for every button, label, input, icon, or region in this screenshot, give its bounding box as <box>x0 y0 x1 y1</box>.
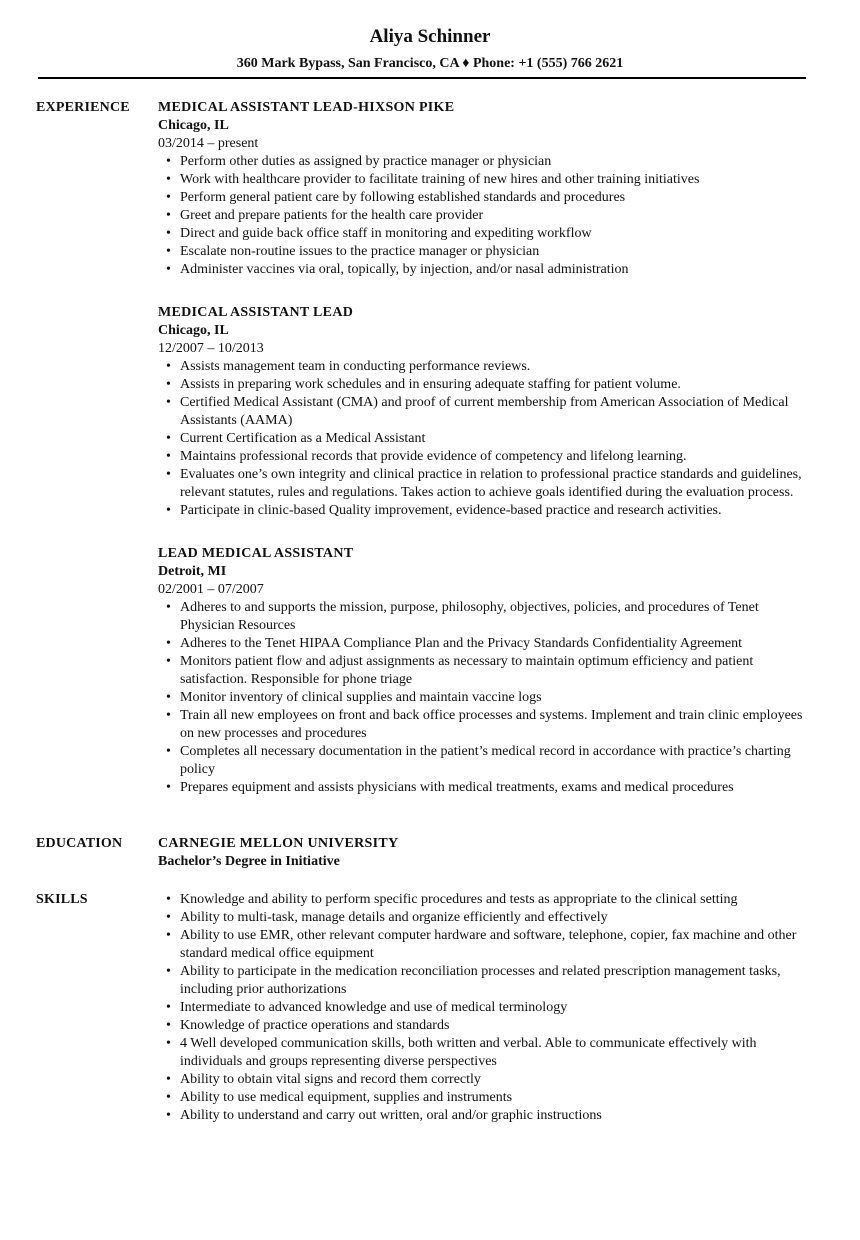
skill-item: • Ability to obtain vital signs and record them correctly <box>180 1071 806 1089</box>
resume-header <box>0 24 860 73</box>
job-title: MEDICAL ASSISTANT LEAD <box>158 305 354 320</box>
skills-list-wrap <box>158 891 806 1125</box>
degree-name: Bachelor’s Degree in Initiative <box>158 854 340 869</box>
skill-item: • Ability to use medical equipment, supplies and instruments <box>180 1089 806 1107</box>
duty-item: • Prepares equipment and assists physicians with medical treatments, exams and medical procedures <box>180 779 806 797</box>
candidate-name: Aliya Schinner <box>369 26 491 47</box>
section-heading-skills: SKILLS <box>36 892 88 907</box>
contact-line: 360 Mark Bypass, San Francisco, CA ♦ Phone: +1 (555) 766 2621 <box>236 56 624 71</box>
job-dates: 12/2007 – 10/2013 <box>158 341 264 356</box>
duty-item: • Monitor inventory of clinical supplies and maintain vaccine logs <box>180 689 806 707</box>
job-duties <box>158 599 806 797</box>
duty-item: • Participate in clinic-based Quality improvement, evidence-based practice and research activities. <box>180 502 806 520</box>
job-entry <box>158 304 806 520</box>
job-duties <box>158 358 806 520</box>
duty-item: • Adheres to the Tenet HIPAA Compliance Plan and the Privacy Standards Confidentiality Agreement <box>180 635 806 653</box>
section-heading-experience: EXPERIENCE <box>36 100 130 115</box>
duty-item: • Train all new employees on front and back office processes and systems. Implement and train clinic employees on new processes and procedures <box>180 707 806 743</box>
duty-item: • Monitors patient flow and adjust assignments as necessary to maintain optimum efficiency and patient satisfaction. Responsible for phone triage <box>180 653 806 689</box>
skill-item: • Ability to understand and carry out written, oral and/or graphic instructions <box>180 1107 806 1125</box>
duty-item: • Certified Medical Assistant (CMA) and proof of current membership from American Association of Medical Assistants (AAMA) <box>180 394 806 430</box>
duty-item: • Assists management team in conducting performance reviews. <box>180 358 806 376</box>
job-location: Chicago, IL <box>158 118 229 133</box>
duty-item: • Greet and prepare patients for the health care provider <box>180 207 806 225</box>
duty-item: • Assists in preparing work schedules and in ensuring adequate staffing for patient volume. <box>180 376 806 394</box>
header-divider <box>38 77 806 79</box>
duty-item: • Direct and guide back office staff in monitoring and expediting workflow <box>180 225 806 243</box>
duty-item: • Completes all necessary documentation in the patient’s medical record in accordance with practice’s charting policy <box>180 743 806 779</box>
skill-item: • Intermediate to advanced knowledge and use of medical terminology <box>180 999 806 1017</box>
skills-list <box>158 891 806 1125</box>
job-entry <box>158 545 806 797</box>
skill-item: • Knowledge of practice operations and standards <box>180 1017 806 1035</box>
job-duties <box>158 153 806 279</box>
skill-item: • Ability to participate in the medication reconciliation processes and related prescription management tasks, including prior authorizations <box>180 963 806 999</box>
job-title: MEDICAL ASSISTANT LEAD-HIXSON PIKE <box>158 100 455 115</box>
duty-item: • Maintains professional records that provide evidence of competency and lifelong learning. <box>180 448 806 466</box>
skill-item: • 4 Well developed communication skills, both written and verbal. Able to communicate effectively with individuals and groups representing diverse perspectives <box>180 1035 806 1071</box>
duty-item: • Evaluates one’s own integrity and clinical practice in relation to professional practice standards and guidelines, relevant statutes, rules and regulations. Takes action to achieve goals identified during the evaluation process. <box>180 466 806 502</box>
duty-item: • Administer vaccines via oral, topically, by injection, and/or nasal administration <box>180 261 806 279</box>
duty-item: • Perform other duties as assigned by practice manager or physician <box>180 153 806 171</box>
duty-item: • Current Certification as a Medical Assistant <box>180 430 806 448</box>
experience-list <box>158 99 806 797</box>
education-entry <box>158 835 806 871</box>
school-name: CARNEGIE MELLON UNIVERSITY <box>158 836 399 851</box>
job-entry <box>158 99 806 279</box>
job-dates: 02/2001 – 07/2007 <box>158 582 264 597</box>
duty-item: • Work with healthcare provider to facilitate training of new hires and other training initiatives <box>180 171 806 189</box>
section-heading-education: EDUCATION <box>36 836 123 851</box>
job-location: Chicago, IL <box>158 323 229 338</box>
job-dates: 03/2014 – present <box>158 136 259 151</box>
duty-item: • Adheres to and supports the mission, purpose, philosophy, objectives, policies, and procedures of Tenet Physician Resources <box>180 599 806 635</box>
duty-item: • Perform general patient care by following established standards and procedures <box>180 189 806 207</box>
skill-item: • Knowledge and ability to perform specific procedures and tests as appropriate to the clinical setting <box>180 891 806 909</box>
job-location: Detroit, MI <box>158 564 227 579</box>
duty-item: • Escalate non-routine issues to the practice manager or physician <box>180 243 806 261</box>
job-title: LEAD MEDICAL ASSISTANT <box>158 546 354 561</box>
skill-item: • Ability to use EMR, other relevant computer hardware and software, telephone, copier, fax machine and other standard medical office equipment <box>180 927 806 963</box>
skill-item: • Ability to multi-task, manage details and organize efficiently and effectively <box>180 909 806 927</box>
